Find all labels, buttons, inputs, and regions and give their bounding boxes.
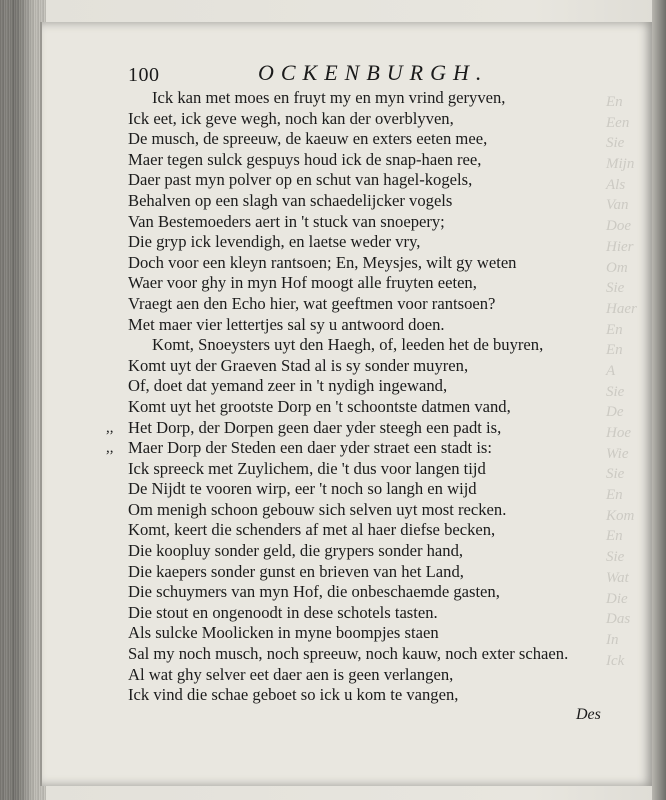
poem-line-text: Komt, Snoeysters uyt den Haegh, of, leeden het de buyren, bbox=[152, 335, 544, 355]
poem-line-text: Die kaepers sonder gunst en brieven van het Land, bbox=[128, 561, 464, 581]
poem-line bbox=[128, 232, 628, 253]
poem-line-text: Die schuymers van myn Hof, die onbeschaemde gasten, bbox=[128, 582, 500, 602]
poem-line-text: Het Dorp, der Dorpen geen daer yder steegh een padt is, bbox=[128, 417, 502, 437]
bleed-through-word: Sie bbox=[606, 280, 625, 297]
bleed-through-word: Hoe bbox=[606, 425, 631, 441]
poem-line-text: Ick vind die schae geboet so ick u kom te vangen, bbox=[128, 685, 459, 705]
poem-line bbox=[128, 109, 628, 130]
catchword: Des bbox=[576, 706, 601, 723]
poem-line-text: Behalven op een slagh van schaedelijcker vogels bbox=[128, 190, 453, 210]
poem-line-text: Waer voor ghy in myn Hof moogt alle fruyten eeten, bbox=[128, 273, 477, 293]
poem-line-text: Met maer vier lettertjes sal sy u antwoord doen. bbox=[128, 314, 445, 334]
poem-line bbox=[128, 541, 628, 562]
bleed-through-word: Die bbox=[606, 590, 628, 607]
bleed-through-word: A bbox=[606, 362, 616, 379]
bleed-through-word: Sie bbox=[606, 383, 625, 400]
bleed-through-word: In bbox=[606, 631, 619, 648]
poem-line-text: Of, doet dat yemand zeer in 't nydigh ingewand, bbox=[128, 376, 448, 396]
poem-line bbox=[128, 150, 628, 171]
poem-line bbox=[128, 335, 628, 356]
poem-line-text: Ick kan met moes en fruyt my en myn vrind geryven, bbox=[152, 88, 506, 107]
poem-line-text: Komt uyt der Graeven Stad al is sy sonder muyren, bbox=[128, 355, 469, 375]
poem-line bbox=[128, 582, 628, 603]
poem-line-text: Die gryp ick levendigh, en laetse weder vry, bbox=[128, 232, 421, 252]
bleed-through-word: Hier bbox=[606, 238, 634, 255]
bleed-through-word: Doe bbox=[606, 218, 631, 235]
poem-line bbox=[128, 191, 628, 212]
poem-line-text: Maer Dorp der Steden een daer yder straet een stadt is: bbox=[128, 438, 492, 458]
poem-line bbox=[128, 644, 628, 665]
poem-line-text: Die stout en ongenoodt in dese schotels tasten. bbox=[128, 602, 438, 622]
bleed-through-word: Als bbox=[606, 176, 626, 193]
poem-line-text: Ick spreeck met Zuylichem, die 't dus voor langen tijd bbox=[128, 458, 486, 478]
bleed-through-word: En bbox=[606, 342, 623, 359]
bleed-through-word: Van bbox=[606, 197, 629, 214]
poem-line-text: De musch, de spreeuw, de kaeuw en exters eeten mee, bbox=[128, 129, 488, 149]
poem-line bbox=[128, 397, 628, 418]
bleed-through-word: Das bbox=[606, 611, 631, 628]
poem-line-text: Daer past myn polver op en schut van hagel-kogels, bbox=[128, 170, 473, 190]
poem-line bbox=[128, 685, 628, 706]
poem-line bbox=[128, 315, 628, 336]
poem-line bbox=[128, 665, 628, 686]
poem-line bbox=[128, 170, 628, 191]
poem-line-text: Om menigh schoon gebouw sich selven uyt most recken. bbox=[128, 499, 507, 519]
bleed-through-word: En bbox=[606, 487, 623, 504]
bleed-through-word: Kom bbox=[606, 507, 635, 524]
poem-line bbox=[128, 212, 628, 233]
poem-line bbox=[128, 562, 628, 583]
poem-line-text: Ick eet, ick geve wegh, noch kan der overblyven, bbox=[128, 108, 454, 128]
poem-line-text: Van Bestemoeders aert in 't stuck van snoepery; bbox=[128, 211, 445, 231]
poem-line bbox=[128, 376, 628, 397]
poem-line-text: Doch voor een kleyn rantsoen; En, Meysjes, wilt gy weten bbox=[128, 252, 517, 272]
quotation-mark: ,, bbox=[106, 419, 114, 436]
poem-line bbox=[106, 438, 628, 459]
bleed-through-word: Wie bbox=[606, 445, 629, 462]
poem-line bbox=[128, 459, 628, 480]
bleed-through-word: En bbox=[606, 528, 623, 545]
poem-text-block bbox=[106, 88, 628, 706]
bleed-through-word: Sie bbox=[606, 466, 625, 483]
poem-line bbox=[128, 129, 628, 150]
bleed-through-word: Wat bbox=[606, 569, 629, 586]
poem-line bbox=[128, 623, 628, 644]
poem-line-text: Komt uyt het grootste Dorp en 't schoontste datmen vand, bbox=[128, 396, 511, 416]
poem-line bbox=[128, 500, 628, 521]
bleed-through-word: Sie bbox=[606, 135, 625, 152]
page-number: 100 bbox=[128, 64, 160, 86]
bleed-through-word: Haer bbox=[606, 300, 637, 317]
poem-line bbox=[128, 479, 628, 500]
poem-line-text: Vraegt aen den Echo hier, wat geeftmen voor rantsoen? bbox=[128, 293, 496, 313]
poem-line bbox=[128, 273, 628, 294]
running-title: OCKENBURGH. bbox=[258, 60, 489, 85]
poem-line bbox=[128, 88, 628, 109]
bleed-through-word: Sie bbox=[606, 549, 625, 566]
poem-line-text: De Nijdt te vooren wirp, eer 't noch so langh en wijd bbox=[128, 479, 477, 499]
poem-line-text: Die koopluy sonder geld, die grypers sonder hand, bbox=[128, 541, 464, 561]
poem-line-text: Komt, keert die schenders af met al haer diefse becken, bbox=[128, 520, 496, 540]
bleed-through-word: Mijn bbox=[606, 156, 635, 173]
poem-line bbox=[128, 603, 628, 624]
bleed-through-word: Een bbox=[606, 114, 630, 131]
poem-line bbox=[128, 253, 628, 274]
poem-line bbox=[128, 294, 628, 315]
poem-line-text: Sal my noch musch, noch spreeuw, noch kauw, noch exter schaen. bbox=[128, 644, 569, 664]
poem-line bbox=[128, 520, 628, 541]
quotation-mark: ,, bbox=[106, 440, 114, 457]
poem-line-text: Als sulcke Moolicken in myne boompjes staen bbox=[128, 623, 439, 643]
poem-line bbox=[128, 356, 628, 377]
bleed-through-word: En bbox=[606, 94, 623, 110]
bleed-through-word: Ick bbox=[606, 652, 625, 669]
bleed-through-word: De bbox=[606, 404, 624, 421]
poem-line bbox=[106, 417, 628, 439]
bleed-through-word: Om bbox=[606, 259, 628, 276]
right-page-gutter bbox=[652, 0, 666, 800]
page-header bbox=[128, 58, 598, 88]
poem-line-text: Maer tegen sulck gespuys houd ick de snap-haen ree, bbox=[128, 149, 482, 169]
bleed-through-word: En bbox=[606, 321, 623, 338]
poem-line-text: Al wat ghy selver eet daer aen is geen verlangen, bbox=[128, 664, 454, 684]
